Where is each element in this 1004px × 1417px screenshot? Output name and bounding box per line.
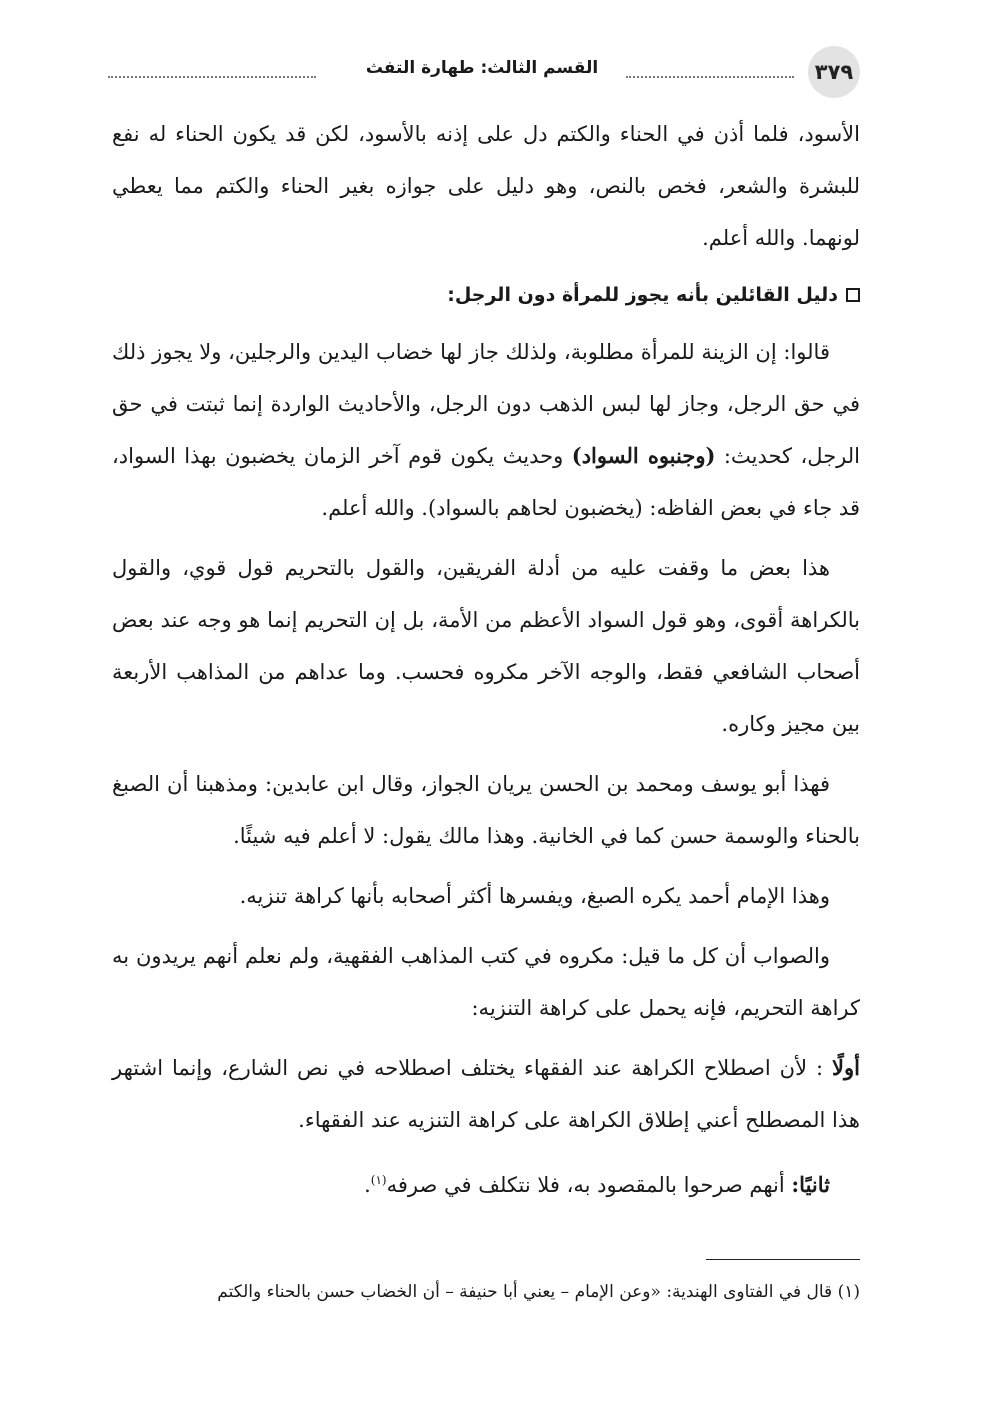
- footnote-1: (١) قال في الفتاوى الهندية: «وعن الإمام – يعني أبا حنيفة – أن الخضاب حسن بالحناء والكتم: [217, 1282, 860, 1302]
- second-label: ثانيًا:: [791, 1172, 830, 1197]
- paragraph-8-end: .: [364, 1173, 371, 1197]
- section-heading: [112, 272, 860, 318]
- paragraph-7-text: : لأن اصطلاح الكراهة عند الفقهاء يختلف اصطلاحه في نص الشارع، وإنما اشتهر هذا المصطلح أعني إطلاق الكراهة على كراهة التنزيه عند الفقهاء.: [112, 1056, 860, 1132]
- footnote-reference[interactable]: (١): [370, 1173, 387, 1187]
- paragraph-3: هذا بعض ما وقفت عليه من أدلة الفريقين، والقول بالتحريم قول قوي، والقول بالكراهة أقوى، وهو قول السواد الأعظم من الأمة، بل إن التحريم إنما هو وجه عند بعض أصحاب الشافعي فقط، والوجه الآخر مكروه فحسب. وما عداهم من المذاهب الأربعة بين مجيز وكاره.: [112, 556, 860, 736]
- paragraph-2-part-b: وحديث يكون قوم آخر الزمان يخضبون بهذا السواد، قد جاء في بعض الفاظه: (يخضبون لحاهم بالسواد). والله أعلم.: [112, 444, 860, 520]
- page-number: ٣٧٩: [808, 46, 860, 98]
- paragraph-1: الأسود، فلما أذن في الحناء والكتم دل على إذنه بالأسود، لكن قد يكون الحناء له نفع للبشرة والشعر، فخص بالنص، وهو دليل على جوازه بغير الحناء والكتم مما يعطي لونهما. والله أعلم.: [112, 122, 860, 250]
- main-text: [112, 108, 860, 1219]
- section-heading-text: دليل القائلين بأنه يجوز للمرأة دون الرجل:: [447, 284, 838, 306]
- paragraph-5: وهذا الإمام أحمد يكره الصبغ، ويفسرها أكثر أصحابه بأنها كراهة تنزيه.: [239, 884, 830, 908]
- header-dotted-rule-left: [108, 76, 316, 78]
- page-header: [108, 46, 860, 98]
- first-label: أولًا: [832, 1055, 860, 1080]
- paragraph-2: [112, 326, 860, 534]
- paragraph-7: [112, 1042, 860, 1146]
- running-title: القسم الثالث: طهارة التفث: [365, 58, 599, 78]
- hadith-quote: (وجنبوه السواد): [571, 443, 716, 468]
- paragraph-6: والصواب أن كل ما قيل: مكروه في كتب المذاهب الفقهية، ولم نعلم أنهم يريدون به كراهة التحريم، فإنه يحمل على كراهة التنزيه:: [112, 944, 860, 1020]
- paragraph-2-part-a: قالوا: إن الزينة للمرأة مطلوبة، ولذلك جاز لها خضاب اليدين والرجلين، ولا يجوز ذلك في حق الرجل، وجاز لها لبس الذهب دون الرجل، والأحاديث الواردة إنما ثبتت في حق الرجل، كحديث:: [112, 340, 860, 468]
- footnote-separator: [706, 1259, 860, 1260]
- paragraph-8-text: أنهم صرحوا بالمقصود به، فلا نتكلف في صرفه: [386, 1173, 792, 1197]
- paragraph-8: [112, 1154, 860, 1211]
- header-dotted-rule-right: [626, 76, 794, 78]
- square-bullet-icon: [846, 288, 860, 302]
- paragraph-4: فهذا أبو يوسف ومحمد بن الحسن يريان الجواز، وقال ابن عابدين: ومذهبنا أن الصبغ بالحناء والوسمة حسن كما في الخانية. وهذا مالك يقول: لا أعلم فيه شيئًا.: [112, 772, 860, 848]
